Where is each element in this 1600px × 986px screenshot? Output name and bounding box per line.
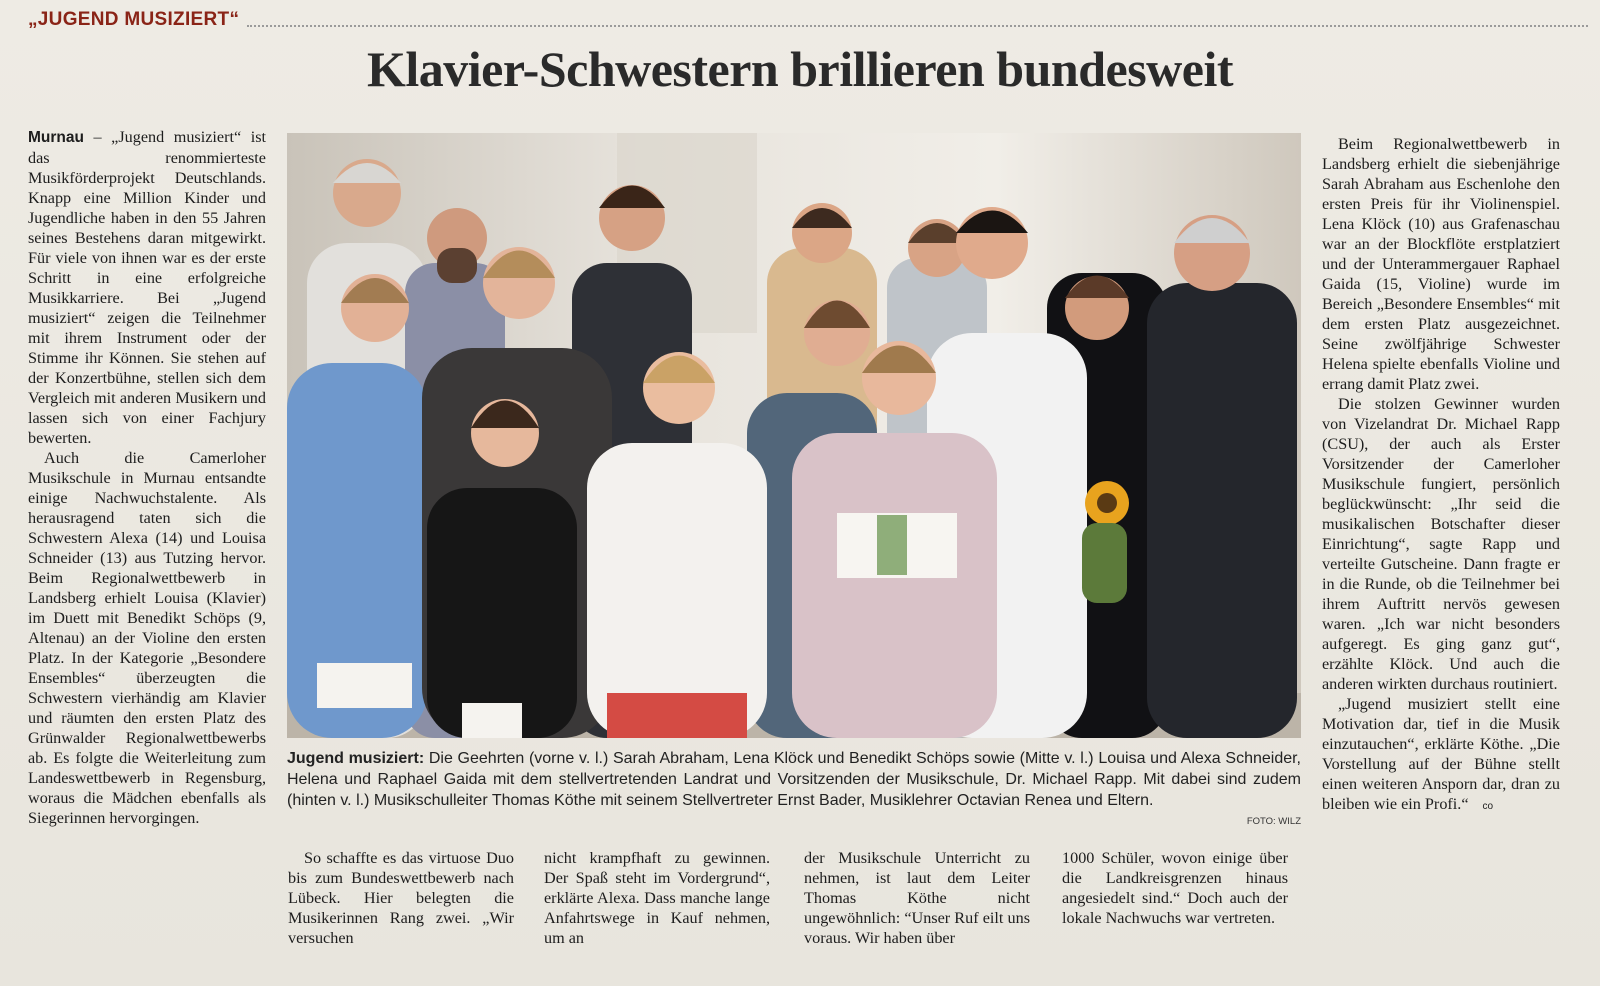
- headline: Klavier-Schwestern brillieren bundesweit: [366, 41, 1234, 97]
- bottom-column-1: [288, 848, 514, 948]
- kicker-row: [28, 6, 1588, 34]
- bottom-column-4: [1062, 848, 1288, 928]
- dateline: Murnau: [28, 129, 84, 146]
- bottom-column-2-text: nicht krampfhaft zu gewinnen. Der Spaß steht im Vordergrund“, erklärte Alexa. Dass manche lange Anfahrtswege in Kauf nehmen, um an: [544, 849, 770, 947]
- author-signature: co: [1482, 801, 1494, 812]
- right-paragraph-3-text: „Jugend musiziert stellt eine Motivation dar, tief in die Musik einzutauchen“, erklärte Köthe. „Die Vorstellung auf der Bühne stellt einen weiteren Ansporn dar, dran zu bleiben wie ein Profi.“: [1322, 695, 1560, 813]
- front-row-people: [427, 341, 997, 738]
- certificate-left: [317, 663, 412, 708]
- photo-credit: FOTO: WILZ: [1246, 816, 1301, 827]
- photo-caption: [287, 748, 1301, 811]
- left-paragraph-2: Auch die Camerloher Musikschule in Murnau entsandte einige Nachwuchstalente. Als herausragend taten sich die Schwestern Alexa (14) und Louisa Schneider (13) aus Tutzing hervor. Beim Regionalwettbewerb in Landsberg erhielt Louisa (Klavier) im Duett mit Benedikt Schöps (9, Altenau) an der Violine den ersten Platz. In der Kategorie „Besondere Ensembles“ überzeugten die Schwestern vierhändig am Klavier und räumten den ersten Platz des Grünwalder Regionalwettbewerbs ab. Es folgte die Weiterleitung zum Landeswettbewerb in Regensburg, woraus die Mädchen ebenfalls als Siegerinnen hervorgingen.: [28, 449, 266, 827]
- bottom-column-3-text: der Musikschule Unterricht zu nehmen, ist laut dem Leiter Thomas Köthe nicht ungewöhnlich: “Unser Ruf eilt uns voraus. Wir haben über: [804, 849, 1030, 947]
- caption-text: Die Geehrten (vorne v. l.) Sarah Abraham, Lena Klöck und Benedikt Schöps sowie (Mitte v. l.) Louisa und Alexa Schneider, Helena und Raphael Gaida mit dem stellvertretenden Landrat und Vorsitzenden der Musikschule, Dr. Michael Rapp. Mit dabei sind zudem (hinten v. l.) Musikschulleiter Thomas Köthe mit seinem Stellvertreter Ernst Bader, Musiklehrer Octavian Renea und Eltern.: [287, 750, 1302, 809]
- bottom-column-1-text: So schaffte es das virtuose Duo bis zum Bundeswettbewerb nach Lübeck. Hier belegten die Musikerinnen Rang zwei. „Wir versuchen: [288, 849, 514, 947]
- left-paragraph-1-text: – „Jugend musiziert“ ist das renommierteste Musikförderprojekt Deutschlands. Knapp eine Million Kinder und Jugendliche haben in den 55 Jahren seines Bestehens daran mitgewirkt. Für viele von ihnen war es der erste Schritt in eine erfolgreiche Musikkarriere. Bei „Jugend musiziert“ zeigen die Teilnehmer mit ihrem Instrument oder der Stimme ihr Können. Sie stehen auf der Konzertbühne, stellen sich dem Vergleich mit anderen Musikern und lassen sich von einer Fachjury bewerten.: [28, 128, 266, 447]
- right-paragraph-2: Die stolzen Gewinner wurden von Vizelandrat Dr. Michael Rapp (CSU), der auch als Erster Vorsitzender der Camerloher Musikschule fungiert, persönlich beglückwünscht: „Ihr seid die musikalischen Botschafter dieser Einrichtung“, sagte Rapp und verteilte Gutscheine. Dann fragte er in die Runde, ob die Teilnehmer bei ihrem Auftritt nervös gewesen waren. „Ich war nicht besonders aufgeregt. Es ging ganz gut“, erzählte Klöck. Und auch die anderen wirkten durchaus routiniert.: [1322, 395, 1560, 693]
- right-column: [1322, 134, 1560, 817]
- bottom-column-4-text: 1000 Schüler, wovon einige über die Landkreisgrenzen hinaus angesiedelt sind.“ Doch auch der lokale Nachwuchs war vertreten.: [1062, 849, 1288, 927]
- group-photo-illustration: [287, 133, 1301, 738]
- right-paragraph-1: Beim Regionalwettbewerb in Landsberg erhielt die siebenjährige Sarah Abraham aus Eschenlohe den ersten Preis für ihr Violinenspiel. Lena Klöck (10) aus Grafenaschau war an der Blockflöte erstplatziert und der Unterammergauer Raphael Gaida (15, Violine) wurde im Bereich „Besondere Ensembles“ mit dem ersten Platz ausgezeichnet. Seine zwölfjährige Schwester Helena spielte ebenfalls Violine und errang damit Platz zwei.: [1322, 135, 1560, 393]
- bottom-column-2: [544, 848, 770, 948]
- group-photo: [287, 133, 1301, 738]
- left-column: [28, 127, 266, 828]
- dotted-rule: [247, 13, 1588, 27]
- right-paragraph-3: [1322, 694, 1560, 817]
- caption-lead: Jugend musiziert:: [287, 750, 425, 767]
- left-paragraph-1: [28, 127, 266, 448]
- section-kicker: „JUGEND MUSIZIERT“: [28, 9, 240, 30]
- certificate-front: [462, 703, 522, 738]
- bottom-column-3: [804, 848, 1030, 948]
- sunflower-bouquet: [1082, 481, 1129, 603]
